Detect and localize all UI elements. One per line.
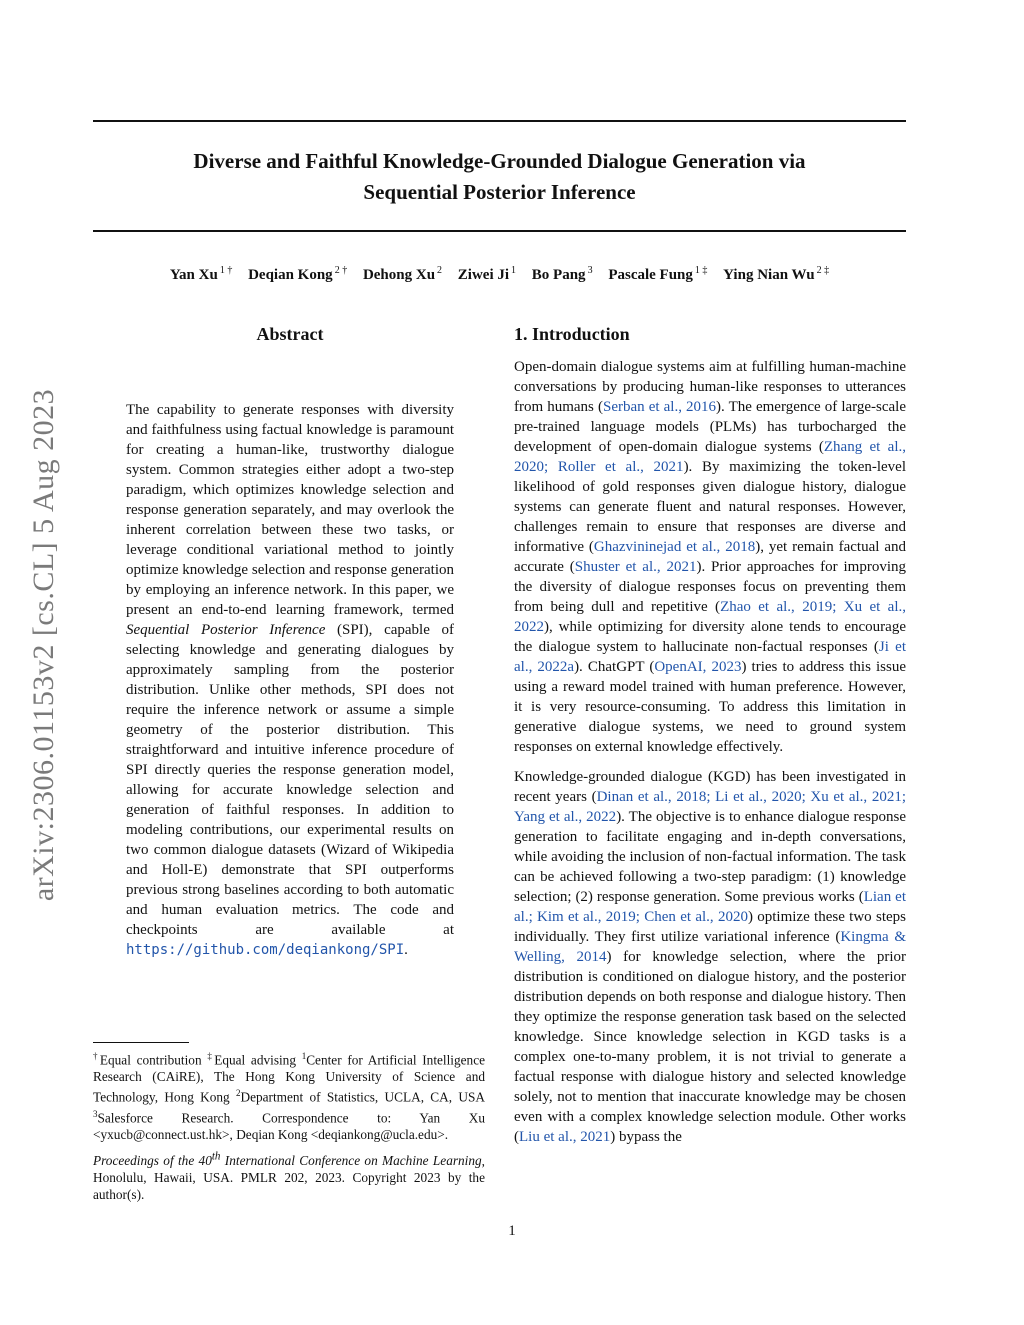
citation-link[interactable]: OpenAI, 2023	[654, 659, 742, 675]
arxiv-identifier: arXiv:2306.01153v2 [cs.CL] 5 Aug 2023	[27, 388, 60, 902]
citation-link[interactable]: Lian et al.; Kim et al., 2019; Chen et al., 2020	[514, 889, 906, 925]
page-number: 1	[508, 1223, 516, 1239]
author: Ying Nian Wu $^{2 \ddagger}$	[723, 265, 830, 283]
citation-link[interactable]: Kingma & Welling, 2014	[514, 929, 906, 965]
author-list	[93, 265, 906, 284]
introduction-body	[514, 357, 906, 1147]
intro-paragraph-2: Knowledge-grounded dialogue (KGD) has been investigated in recent years (Dinan et al., 2018; Li et al., 2020; Xu et al., 2021; Yang et al., 2022). The objective is to enhance dialogue response generation to facilitate engaging and in-depth conversations, while avoiding the inclusion of non-factual information. The task can be achieved following a two-step paradigm: (1) knowledge selection; (2) response generation. Some previous works (Lian et al.; Kim et al., 2019; Chen et al., 2020) optimize these two steps individually. They first utilize variational inference (Kingma & Welling, 2014) for knowledge selection, where the prior distribution is conditioned on dialogue history, and the posterior distribution depends on both response and dialogue history. Then they optimize the response generation task based on the selected knowledge. Since knowledge selection in KGD tasks is a complex one-to-many problem, it is not trivial to generate a factual response with dialogue history and selected knowledge solely, not to mention that inaccurate knowledge may be chosen even with a complex knowledge selection module. Other works (Liu et al., 2021) bypass the	[514, 769, 906, 1145]
citation-link[interactable]: Ji et al., 2022a	[514, 639, 906, 675]
affiliation-footnote: †Equal contribution ‡Equal advising $^1$Center for Artificial Intelligence Research (CAiRE), The Hong Kong University of Science and Technology, Hong Kong $^2$Department of Statistics, UCLA, CA, USA $^3$Salesforce Research. Correspondence to: Yan Xu <yxucb@connect.ust.hk>, Deqian Kong <deqiankong@ucla.edu>.	[93, 1051, 486, 1143]
title-line-1: Diverse and Faithful Knowledge-Grounded Dialogue Generation via	[193, 149, 806, 173]
title-line-2: Sequential Posterior Inference	[363, 180, 636, 204]
author: Yan Xu $^{1 \dagger}$	[169, 265, 233, 283]
title-rule-bottom	[93, 230, 906, 232]
code-link[interactable]: https://github.com/deqiankong/SPI	[126, 942, 405, 958]
proceedings-note: Proceedings of the 40th International Conference on Machine Learning, Honolulu, Hawaii, USA. PMLR 202, 2023. Copyright 2023 by the author(s).	[93, 1151, 485, 1203]
citation-link[interactable]: Serban et al., 2016	[602, 399, 717, 415]
abstract-heading: Abstract	[256, 324, 324, 344]
citation-link[interactable]: Dinan et al., 2018; Li et al., 2020; Xu et al., 2021; Yang et al., 2022	[514, 789, 906, 825]
citation-link[interactable]: Shuster et al., 2021	[574, 559, 697, 575]
footnote-rule	[93, 1042, 189, 1043]
introduction-heading: 1. Introduction	[514, 324, 630, 344]
citation-link[interactable]: Zhang et al., 2020; Roller et al., 2021	[514, 439, 906, 475]
author: Pascale Fung $^{1 \ddagger}$	[608, 265, 708, 283]
author: Bo Pang $^3$	[531, 265, 593, 283]
paper-title	[93, 146, 906, 208]
author: Deqian Kong $^{2 \dagger}$	[248, 265, 348, 283]
abstract-body	[126, 400, 454, 960]
author: Ziwei Ji $^1$	[457, 265, 517, 283]
intro-paragraph-1: Open-domain dialogue systems aim at fulfilling human-machine conversations by producing human-like responses to utterances from humans (Serban et al., 2016). The emergence of large-scale pre-trained language models (PLMs) has turbocharged the development of open-domain dialogue systems (Zhang et al., 2020; Roller et al., 2021). By maximizing the token-level likelihood of gold responses given dialogue history, dialogue systems can generate fluent and natural responses. However, challenges remain to ensure that responses are diverse and informative (Ghazvininejad et al., 2018), yet remain factual and accurate (Shuster et al., 2021). Prior approaches for improving the diversity of dialogue responses focus on preventing them from being dull and repetitive (Zhao et al., 2019; Xu et al., 2022), while optimizing for diversity alone tends to encourage the dialogue system to hallucinate non-factual responses (Ji et al., 2022a). ChatGPT (OpenAI, 2023) tries to address this issue using a reward model trained with human preference. However, it is very resource-consuming. To address this limitation in generative dialogue systems, we need to ground system responses on external knowledge effectively.	[514, 359, 907, 755]
citation-link[interactable]: Zhao et al., 2019; Xu et al., 2022	[514, 599, 907, 635]
abstract-paragraph: The capability to generate responses with diversity and faithfulness using factual knowledge is paramount for creating a human-like, trustworthy dialogue system. Common strategies either adopt a two-step paradigm, which optimizes knowledge selection and response generation separately, and may overlook the inherent correlation between these two tasks, or leverage conditional variational method to jointly optimize knowledge selection and response generation by employing an inference network. In this paper, we present an end-to-end learning framework, termed Sequential Posterior Inference (SPI), capable of selecting knowledge and generating dialogues by approximately sampling from the posterior distribution. Unlike other methods, SPI does not require the inference network or assume a simple geometry of the posterior distribution. This straightforward and intuitive inference procedure of SPI directly queries the response generation model, allowing for accurate knowledge selection and generation of faithful responses. In addition to modeling contributions, our experimental results on two common dialogue datasets (Wizard of Wikipedia and Holl-E) demonstrate that SPI outperforms previous strong baselines according to both automatic and human evaluation metrics. The code and checkpoints are available at https://github.com/deqiankong/SPI.	[126, 402, 455, 958]
citation-link[interactable]: Ghazvininejad et al., 2018	[593, 539, 756, 555]
citation-link[interactable]: Liu et al., 2021	[519, 1129, 611, 1145]
author: Dehong Xu $^2$	[362, 265, 443, 283]
title-rule-top	[93, 120, 906, 122]
